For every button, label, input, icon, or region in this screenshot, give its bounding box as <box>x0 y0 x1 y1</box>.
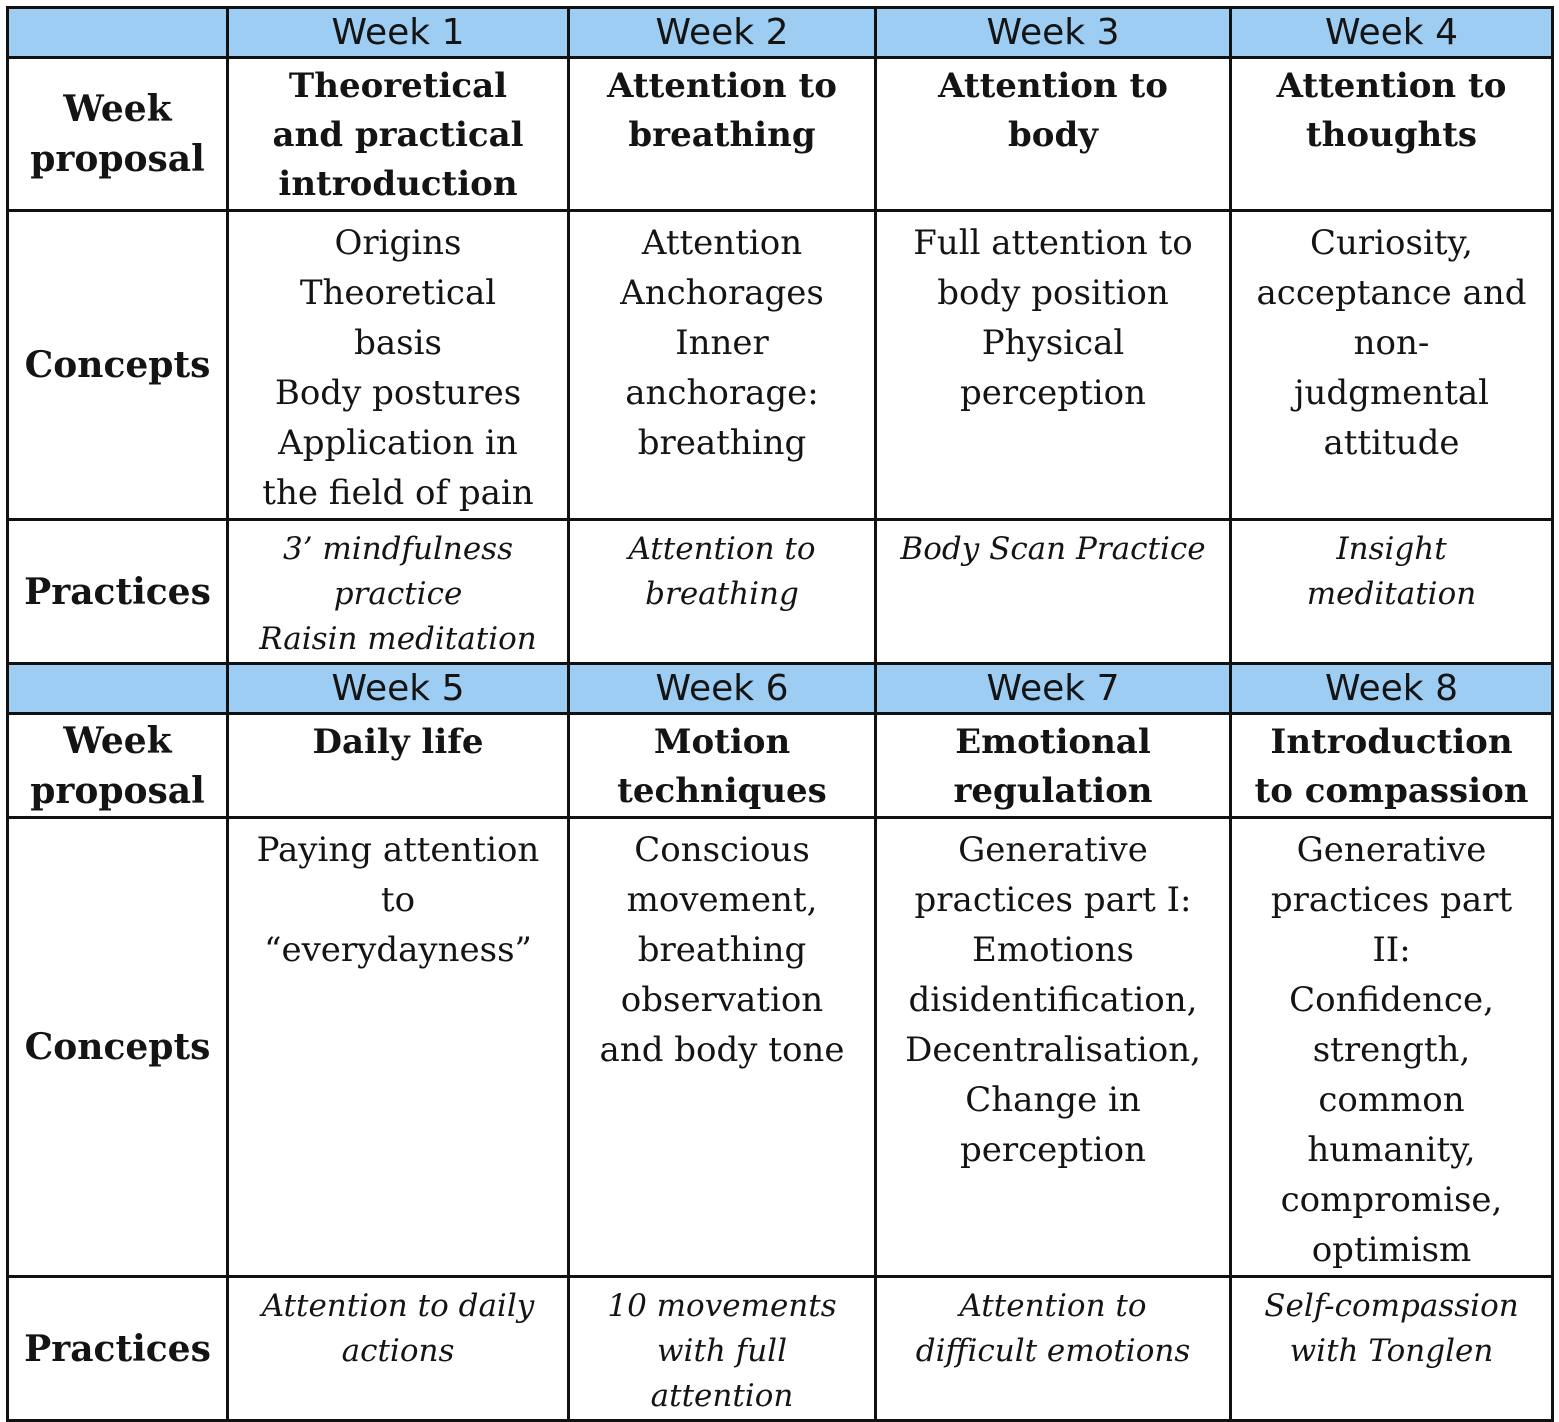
proposal-cell <box>1231 714 1553 818</box>
practice-line: attention <box>650 1378 794 1414</box>
proposal-line: to compassion <box>1254 771 1529 811</box>
row-label-practices: Practices <box>8 520 228 664</box>
proposal-line: body <box>1008 115 1098 155</box>
concept-line: acceptance and <box>1256 273 1527 313</box>
concepts-cell <box>1231 818 1553 1277</box>
practice-line: actions <box>341 1333 455 1369</box>
concept-line: observation <box>620 980 824 1020</box>
row-label-line: Week <box>63 88 172 130</box>
practice-line: 10 movements <box>607 1288 837 1324</box>
concept-line: practices part I: <box>914 880 1192 920</box>
week-header: Week 2 <box>569 8 876 58</box>
proposal-line: Daily life <box>312 722 484 762</box>
week-header-row <box>8 8 1553 58</box>
proposal-cell <box>228 714 569 818</box>
practice-line: with full <box>657 1333 787 1369</box>
program-table-container <box>6 6 1554 1422</box>
concept-line: Confidence, <box>1289 980 1494 1020</box>
concept-line: Anchorages <box>620 273 824 313</box>
week-proposal-row <box>8 714 1553 818</box>
concept-line: the field of pain <box>262 473 534 513</box>
concept-line: humanity, <box>1307 1130 1476 1170</box>
week-header: Week 4 <box>1231 8 1553 58</box>
proposal-cell <box>1231 58 1553 211</box>
concept-line: Generative <box>958 830 1148 870</box>
proposal-line: Attention to <box>607 66 837 106</box>
row-label-practices: Practices <box>8 1277 228 1421</box>
practice-line: Attention to <box>959 1288 1147 1324</box>
row-label-week-proposal <box>8 714 228 818</box>
proposal-line: thoughts <box>1305 115 1478 155</box>
concept-line: Body postures <box>274 373 522 413</box>
proposal-line: regulation <box>953 771 1153 811</box>
concept-line: Origins <box>334 223 462 263</box>
concept-line: perception <box>960 373 1146 413</box>
concept-line: Application in <box>278 423 518 463</box>
concepts-cell <box>569 211 876 520</box>
week-header-row <box>8 664 1553 714</box>
proposal-line: breathing <box>628 115 816 155</box>
concept-line: Decentralisation, <box>905 1030 1201 1070</box>
concept-line: anchorage: <box>625 373 819 413</box>
proposal-line: Theoretical <box>288 66 508 106</box>
practice-line: Raisin meditation <box>259 621 537 657</box>
row-label-line: Week <box>63 719 172 762</box>
concept-line: Conscious <box>634 830 810 870</box>
proposal-cell <box>876 58 1231 211</box>
concept-line: movement, <box>626 880 818 920</box>
concept-line: Physical <box>981 323 1125 363</box>
concepts-row <box>8 818 1553 1277</box>
concepts-cell <box>1231 211 1553 520</box>
header-corner-cell <box>8 8 228 58</box>
concept-line: Full attention to <box>913 223 1193 263</box>
proposal-line: Attention to <box>938 66 1168 106</box>
concept-line: basis <box>354 323 442 363</box>
concept-line: body position <box>937 273 1169 313</box>
concept-line: disidentification, <box>908 980 1198 1020</box>
week-header: Week 3 <box>876 8 1231 58</box>
proposal-line: Attention to <box>1276 66 1507 106</box>
concept-line: non- <box>1353 323 1430 363</box>
concept-line: Paying attention <box>256 830 540 870</box>
concept-line: judgmental <box>1293 373 1490 413</box>
practice-line: 3’ mindfulness <box>282 531 514 567</box>
row-label-concepts: Concepts <box>8 211 228 520</box>
practices-cell <box>569 520 876 664</box>
proposal-cell <box>569 58 876 211</box>
concept-line: compromise, <box>1280 1180 1503 1220</box>
concept-line: Theoretical <box>299 273 497 313</box>
row-label-concepts: Concepts <box>8 818 228 1277</box>
concept-line: attitude <box>1323 423 1460 463</box>
concept-line: and body tone <box>599 1030 845 1070</box>
proposal-line: Introduction <box>1270 722 1513 762</box>
practice-line: Attention to <box>628 531 816 567</box>
practice-line: meditation <box>1306 576 1477 612</box>
practice-line: difficult emotions <box>915 1333 1191 1369</box>
practices-cell <box>228 520 569 664</box>
proposal-cell <box>876 714 1231 818</box>
concepts-cell <box>569 818 876 1277</box>
concept-line: strength, <box>1312 1030 1471 1070</box>
proposal-line: Emotional <box>955 722 1151 762</box>
concepts-cell <box>876 818 1231 1277</box>
practices-cell <box>876 520 1231 664</box>
proposal-line: Motion <box>653 722 791 762</box>
row-label-line: proposal <box>30 138 205 180</box>
concept-line: common <box>1318 1080 1465 1120</box>
practices-cell <box>1231 520 1553 664</box>
practice-line: Attention to daily <box>261 1288 535 1324</box>
concept-line: breathing <box>637 423 807 463</box>
concept-line: Inner <box>675 323 769 363</box>
practices-row <box>8 520 1553 664</box>
concept-line: perception <box>960 1130 1146 1170</box>
concept-line: practices part <box>1270 880 1513 920</box>
practice-line: Self-compassion <box>1264 1288 1519 1324</box>
concepts-cell <box>876 211 1231 520</box>
concept-line: optimism <box>1311 1230 1472 1270</box>
week-header: Week 5 <box>228 664 569 714</box>
practice-line: Body Scan Practice <box>900 531 1206 567</box>
week-proposal-row <box>8 58 1553 211</box>
practice-line: practice <box>333 576 463 612</box>
concept-line: II: <box>1372 930 1411 970</box>
practice-line: breathing <box>645 576 799 612</box>
mindfulness-program-table <box>6 6 1554 1422</box>
practice-line: with Tonglen <box>1289 1333 1494 1369</box>
proposal-line: and practical <box>272 115 524 155</box>
concepts-cell <box>228 211 569 520</box>
proposal-line: introduction <box>278 164 518 204</box>
week-header: Week 1 <box>228 8 569 58</box>
row-label-line: proposal <box>30 769 205 812</box>
concept-line: “everydayness” <box>264 930 532 970</box>
practice-line: Insight <box>1336 531 1447 567</box>
concept-line: Change in <box>965 1080 1141 1120</box>
week-header: Week 7 <box>876 664 1231 714</box>
concept-line: Emotions <box>972 930 1134 970</box>
week-header: Week 6 <box>569 664 876 714</box>
concept-line: breathing <box>637 930 807 970</box>
row-label-week-proposal <box>8 58 228 211</box>
proposal-cell <box>569 714 876 818</box>
concept-line: Curiosity, <box>1310 223 1473 263</box>
concept-line: Generative <box>1296 830 1487 870</box>
concepts-cell <box>228 818 569 1277</box>
header-corner-cell <box>8 664 228 714</box>
week-header: Week 8 <box>1231 664 1553 714</box>
proposal-cell <box>228 58 569 211</box>
concept-line: Attention <box>641 223 803 263</box>
concepts-row <box>8 211 1553 520</box>
concept-line: to <box>380 880 416 920</box>
proposal-line: techniques <box>617 771 827 811</box>
